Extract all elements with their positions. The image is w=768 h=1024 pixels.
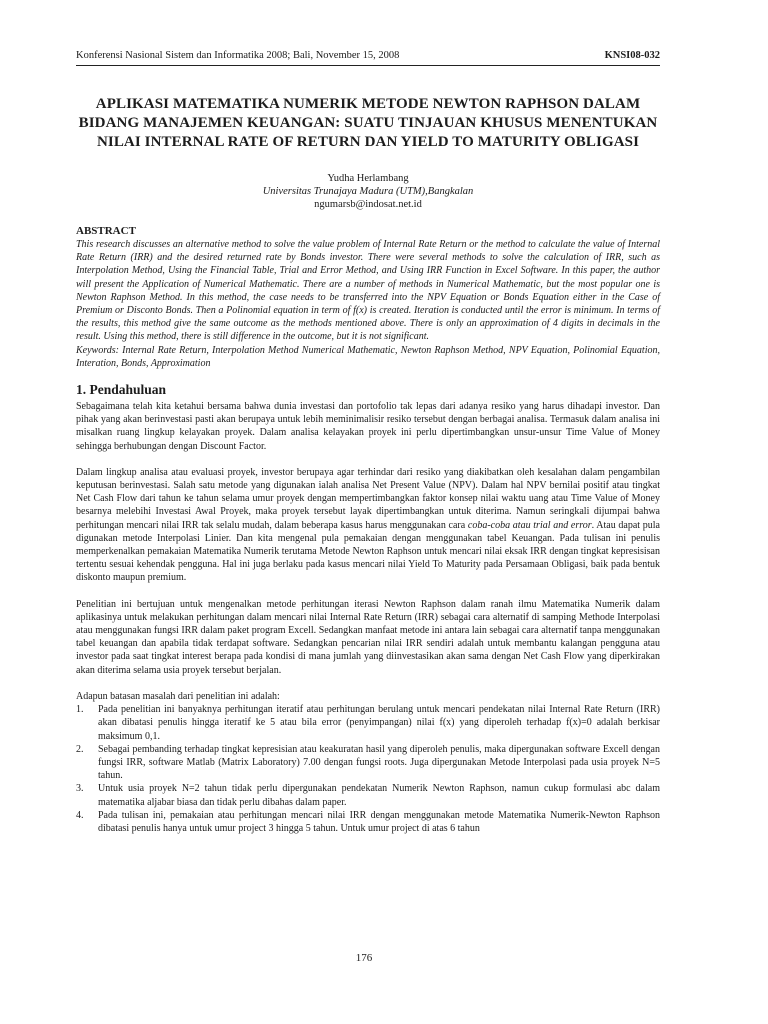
list-item-number: 4. — [76, 809, 84, 821]
keywords: Keywords: Internal Rate Return, Interpolation Method Numerical Mathematic, Newton Raphson Method, NPV Equation, Polinomial Equation, Interation, Bonds, Approximation — [76, 344, 660, 369]
intro-paragraph-2 — [76, 466, 660, 585]
list-item-text: Pada penelitian ini banyaknya perhitungan iteratif atau perhitungan berulang untuk mencari pendekatan nilai Internal Rate Return (IRR) akan dibatasi penulis hingga iteratif ke 5 atau bila error (penyimpangan) nilai f(x) yang diperoleh terhadap f(x)=0 adalah berkisar maksimum 0,1. — [98, 704, 660, 742]
section-heading-introduction: 1. Pendahuluan — [76, 382, 167, 398]
list-item-number: 2. — [76, 743, 84, 755]
paper-title: APLIKASI MATEMATIKA NUMERIK METODE NEWTON RAPHSON DALAM BIDANG MANAJEMEN KEUANGAN: SUATU TINJAUAN KHUSUS MENENTUKAN NILAI INTERNAL RATE OF RETURN DAN YIELD TO MATURITY OBLIGASI — [78, 96, 658, 150]
conference-name: Konferensi Nasional Sistem dan Informatika 2008; Bali, November 15, 2008 — [76, 50, 400, 61]
abstract-body: This research discusses an alternative method to solve the value problem of Internal Rate Return or the method to calculate the value of Internal Rate Return (IRR) and the desired returned rate by Bonds investor. There were several methods to solve the calculation of IRR, such as Interpolation Method, Using the Financial Table, Trial and Error Method, and Using IRR Function in Excel Software. In this paper, the author will present the Application of Numerical Mathematic. There are a number of methods in Numerical Mathematic, but the most popular one is Newton Raphson Method. In this method, the case needs to be transferred into the NPV Equation or Bonds Equation either in the Case of Premium or Disconto Bonds. Then a Polinomial equation in term of f(x) is created. Iteration is conducted until the error is minimum. In terms of the results, this method give the same outcome as the methods mentioned above. There is only an approximation of 4 digits in decimals in the result. Using this method, there is still difference in the outcome, but it is not significant. — [76, 239, 660, 343]
list-item — [76, 809, 660, 835]
intro-paragraph-1: Sebagaimana telah kita ketahui bersama bahwa dunia investasi dan portofolio tak lepas dari adanya resiko yang harus dihadapi investor. Dan pihak yang akan berinvestasi pasti akan berupaya untuk lebih meminimalisir resiko tersebut dengan berbagai analisa. Termasuk dalam analisa ini misalkan ruang lingkup kelayakan proyek. Dalam analisa kelayakan proyek ini perlu dipertimbangkan unsur-unsur Time Value of Money sehingga berhubungan dengan Discount Factor. — [76, 401, 660, 452]
list-item-text: Pada tulisan ini, pemakaian atau perhitungan mencari nilai IRR dengan menggunakan metode Matematika Numerik-Newton Raphson dibatasi penulis hanya untuk umur project 3 hingga 5 tahun. Untuk umur project di atas 6 tahun — [98, 809, 660, 834]
intro-paragraph-2-part-b: . Atau dapat pula digunakan metode Interpolasi Linier. Dan kita mengenal pula pemakaian dengan menggunakan tabel Keuangan. Pada tulisan ini penulis memperkenalkan pemakaian Matematika Numerik terutama Metode Newton Raphson untuk mencari nilai eksak IRR dengan tingkat kepresisisan tertentu sesuai kehendak pengguna. Hal ini juga berlaku pada kasus mencari nilai Yield To Maturity pada Persamaan Obligasi, baik pada bentuk diskonto maupun premium. — [76, 519, 660, 584]
abstract-heading: ABSTRACT — [76, 225, 136, 237]
running-header — [76, 50, 660, 66]
list-item-number: 3. — [76, 783, 84, 795]
list-item — [76, 703, 660, 743]
list-item — [76, 743, 660, 783]
limitations-list — [76, 703, 660, 835]
author-email: ngumarsb@indosat.net.id — [314, 199, 422, 210]
author-name: Yudha Herlambang — [327, 173, 409, 184]
paper-code: KNSI08-032 — [604, 50, 660, 61]
limitations-intro: Adapun batasan masalah dari penelitian ini adalah: — [76, 690, 280, 702]
list-item — [76, 782, 660, 808]
page-number: 176 — [355, 952, 373, 964]
paper-content — [76, 95, 660, 835]
list-item-number: 1. — [76, 704, 84, 716]
intro-paragraph-2-part-a: Dalam lingkup analisa atau evaluasi proyek, investor berupaya agar terhindar dari resiko yang diakibatkan oleh kesalahan dalam pengambilan keputusan berinvestasi. Salah satu metode yang digunakan ialah analisa Net Present Value (NPV). Dalam hal NPV bernilai positif atau tingkat Net Cash Flow dari tahun ke tahun selama umur proyek dengan mempertimbangkan faktor konsep nilai waktu uang atau Time Value of Money besarnya melebihi Investasi Awal Proyek, maka proyek tersebut layak dipertimbangkan untuk diterima. Namun seringkali dijumpai bahwa perhitungan mencari nilai IRR tak selalu mudah, dalam beberapa kasus harus menggunakan cara — [76, 466, 660, 531]
intro-paragraph-3: Penelitian ini bertujuan untuk mengenalkan metode perhitungan iterasi Newton Raphson dalam ranah ilmu Matematika Numerik dalam aplikasinya untuk melakukan perhitungan dalam mencari nilai Internal Rate Return (IRR) sebagai cara alternatif di samping Methode Interpolasi atau menggunakan fungsi IRR dalam paket program Excell. Sedangkan manfaat metode ini antara lain sebagai cara alternatif tanpa menggunakan tabel keuangan dan apabila tidak terdapat software. Sedangkan pencarian nilai IRR sendiri adalah untuk membantu kalangan pengguna atau investor pada saat tingkat interest berapa pada kondisi di mana jumlah yang diinvestasikan akan sama dengan Net Cash Flow yang diperkirakan akan diterima selama usia proyek tersebut berjalan. — [76, 598, 660, 676]
author-block — [76, 172, 660, 211]
intro-paragraph-2-emphasis: coba-coba atau trial and error — [467, 519, 592, 531]
list-item-text: Untuk usia proyek N=2 tahun tidak perlu dipergunakan pendekatan Numerik Newton Raphson, namun cukup formulasi abc dalam matematika aljabar biasa dan tidak perlu dibahas dalam paper. — [98, 783, 660, 808]
list-item-text: Sebagai pembanding terhadap tingkat kepresisian atau keakuratan hasil yang diperoleh penulis, maka dipergunakan software Excell dengan fungsi IRR, software Matlab (Matrix Laboratory) 7.00 dengan fungsi roots. Juga dipergunakan Metode Interpolasi pada usia proyek N=5 tahun. — [98, 743, 660, 782]
author-affiliation: Universitas Trunajaya Madura (UTM),Bangkalan — [262, 186, 474, 197]
